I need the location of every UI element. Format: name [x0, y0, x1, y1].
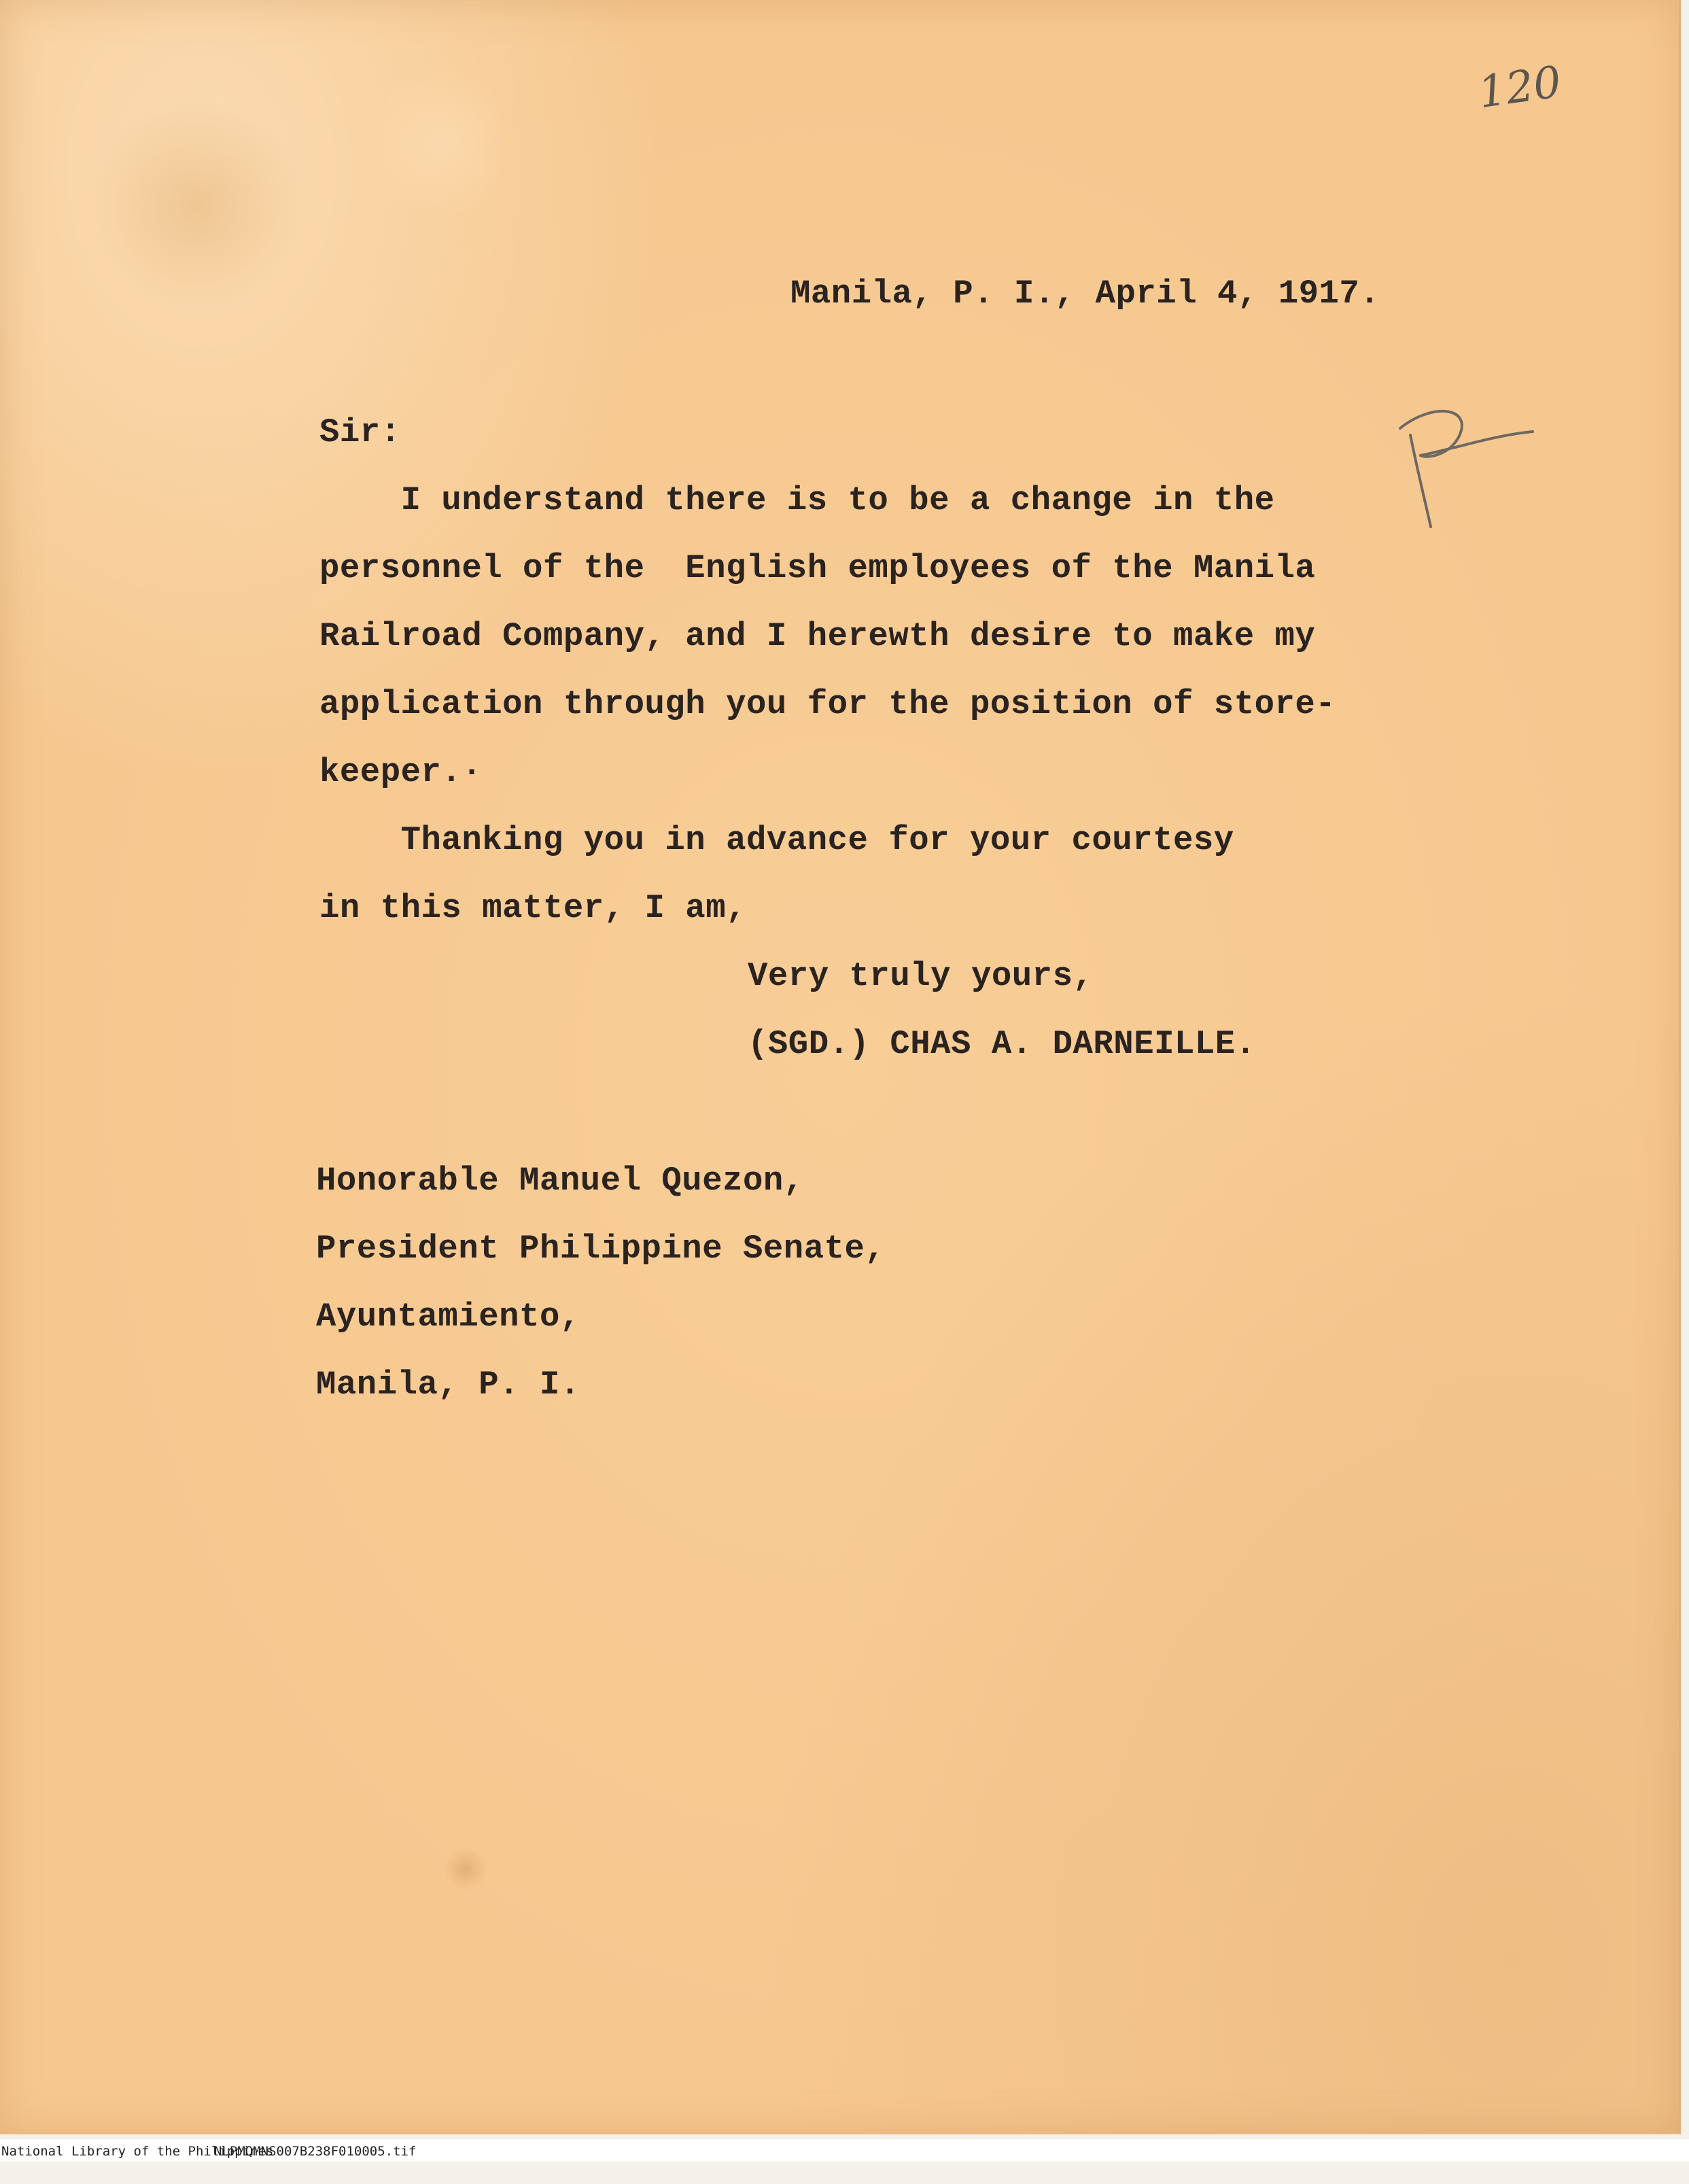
address-line: Manila, P. I.	[316, 1366, 580, 1404]
footer-filename: NLPMQMNS007B238F010005.tif	[214, 2144, 417, 2159]
body-line: keeper.·	[319, 753, 483, 791]
body-line: I understand there is to be a change in the	[319, 481, 1275, 519]
paper-stain	[442, 1849, 489, 1890]
initial-mark	[1380, 394, 1543, 537]
body-line: application through you for the position of store-	[319, 685, 1336, 723]
body-line: Thanking you in advance for your courtesy	[319, 821, 1234, 859]
signature: (SGD.) CHAS A. DARNEILLE.	[748, 1025, 1256, 1063]
address-line: President Philippine Senate,	[316, 1230, 886, 1268]
body-line: personnel of the English employees of the Manila	[319, 549, 1316, 587]
scan-footer	[0, 2139, 1689, 2162]
paper-stain	[88, 102, 306, 306]
address-line: Ayuntamiento,	[316, 1298, 580, 1336]
body-line: Railroad Company, and I herewth desire to make my	[319, 617, 1316, 655]
salutation: Sir:	[319, 413, 401, 451]
closing: Very truly yours,	[748, 957, 1094, 995]
page-number-annotation: 120	[1475, 56, 1565, 119]
dateline: Manila, P. I., April 4, 1917.	[790, 275, 1380, 313]
body-line: in this matter, I am,	[319, 889, 747, 927]
address-line: Honorable Manuel Quezon,	[316, 1162, 804, 1200]
footer-institution: National Library of the Philippines	[1, 2144, 274, 2159]
paper-stain	[381, 54, 503, 231]
